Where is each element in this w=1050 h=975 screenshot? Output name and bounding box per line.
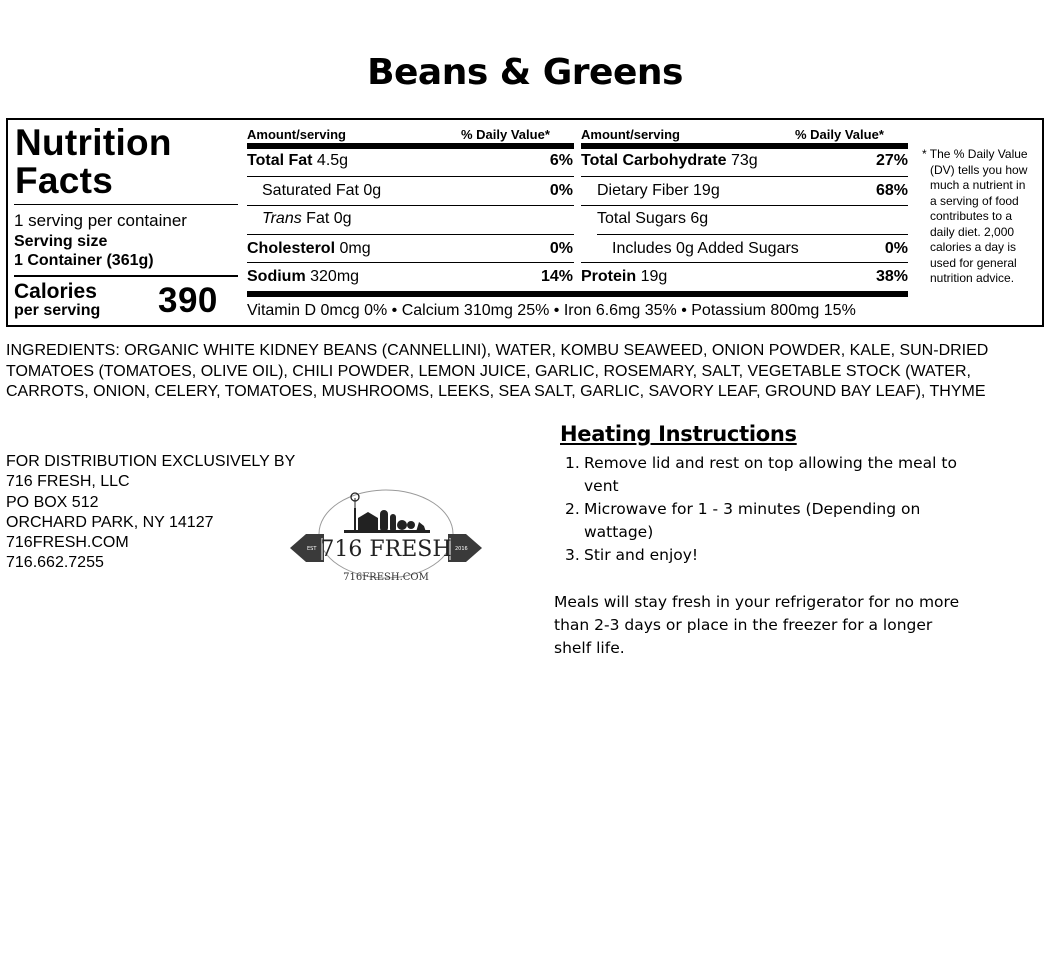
distribution-line: FOR DISTRIBUTION EXCLUSIVELY BY [6, 453, 296, 470]
serving-size-value: 1 Container (361g) [14, 252, 154, 269]
footnote-line: much a nutrient in [930, 178, 1026, 192]
nutrient-row-sodium: Sodium 320mg [247, 268, 360, 285]
divider [247, 205, 574, 206]
logo-url-text: 716FRESH.COM [343, 572, 429, 583]
ingredients-list: INGREDIENTS: ORGANIC WHITE KIDNEY BEANS (CANNELLINI), WATER, KOMBU SEAWEED, ONION POWDER, KALE, SUN-DRIED TOMATOES (TOMATOES, OLIVE OIL), CHILI POWDER, LEMON JUICE, GARLIC, ROSEMARY, SALT, VEGETABLE STOCK (WATER, CARROTS, ONION, CELERY, TOMATOES, MUSHROOMS, LEEKS, SEA SALT, GARLIC, SAVORY LEAF, GROUND BAY LEAF), THYME [6, 342, 989, 400]
daily-value-footnote [922, 147, 1042, 287]
divider [14, 204, 238, 205]
716-fresh-logo [288, 488, 484, 588]
divider [14, 275, 238, 277]
footnote-line: calories a day is [930, 240, 1017, 254]
serving-size-label: Serving size [14, 233, 108, 250]
divider [581, 262, 908, 263]
nutrient-pct-dietary-fiber: 68% [875, 182, 908, 199]
nutrition-heading-line1: Nutrition [15, 122, 172, 163]
distribution-info [6, 452, 295, 574]
footnote-line: used for general [930, 255, 1017, 270]
nutrient-pct-saturated-fat: 0% [549, 182, 573, 199]
footnote-line: a serving of food [930, 193, 1019, 208]
divider [581, 205, 908, 206]
nutrient-pct-sodium: 14% [540, 268, 573, 285]
nutrient-pct-protein: 38% [875, 268, 908, 285]
per-serving-label: per serving [14, 302, 101, 319]
divider [247, 262, 574, 263]
nutrient-row-added-sugars: Includes 0g Added Sugars [612, 240, 799, 257]
nutrient-pct-total-fat: 6% [549, 152, 573, 169]
nutrient-pct-added-sugars: 0% [884, 240, 908, 257]
divider [597, 234, 908, 235]
nutrient-row-protein: Protein 19g [581, 268, 668, 285]
step-number: 2. [565, 500, 580, 518]
storage-note: Meals will stay fresh in your refrigerator for no more than 2-3 days or place in the freezer for a longer shelf life. [554, 593, 960, 657]
calories-value: 390 [158, 281, 218, 320]
divider [247, 176, 574, 177]
nutrient-row-trans-fat: Trans Fat 0g [262, 210, 352, 227]
divider-thick [581, 143, 908, 149]
step-number: 3. [565, 546, 580, 564]
logo-year-text: 2016 [455, 546, 468, 552]
nutrient-row-cholesterol: Cholesterol 0mg [247, 240, 371, 257]
nutrient-row-dietary-fiber: Dietary Fiber 19g [597, 182, 720, 199]
footnote-line: daily diet. 2,000 [930, 224, 1015, 239]
heating-step [565, 498, 965, 544]
nutrient-pct-cholesterol: 0% [549, 240, 573, 257]
company-name: 716 FRESH, LLC [6, 473, 130, 491]
dv-header-right: % Daily Value* [795, 127, 884, 142]
calories-label: Calories [14, 280, 97, 303]
po-box: PO BOX 512 [6, 493, 99, 511]
footnote-line: (DV) tells you how [930, 162, 1028, 177]
footnote-line: * The % Daily Value [922, 147, 1028, 161]
amount-header-right: Amount/serving [581, 127, 680, 142]
city-state-zip: ORCHARD PARK, NY 14127 [6, 513, 214, 531]
nutrition-facts-panel [6, 118, 1044, 327]
nutrient-pct-total-carbohydrate: 27% [875, 152, 908, 169]
nutrition-heading-line2: Facts [15, 160, 114, 201]
footnote-line: nutrition advice. [930, 271, 1015, 285]
servings-per-container: 1 serving per container [14, 211, 187, 230]
amount-header-left: Amount/serving [247, 127, 346, 142]
logo-brand-text: 716 FRESH [320, 537, 452, 562]
product-title: Beans & Greens [367, 52, 683, 93]
footnote-line: contributes to a [930, 209, 1013, 223]
nutrient-row-total-fat: Total Fat 4.5g [247, 152, 349, 169]
vitamins-minerals-line: Vitamin D 0mcg 0% • Calcium 310mg 25% • Iron 6.6mg 35% • Potassium 800mg 15% [247, 302, 856, 319]
nutrient-row-total-sugars: Total Sugars 6g [597, 210, 709, 227]
website-text: 716FRESH.COM [6, 534, 129, 552]
divider-thick [247, 143, 574, 149]
step-text: Stir and enjoy! [584, 546, 699, 564]
dv-header-left: % Daily Value* [461, 127, 550, 142]
heating-step [565, 544, 965, 567]
phone-number: 716.662.7255 [6, 554, 104, 572]
logo-est-text: EST [307, 546, 317, 552]
step-text: Remove lid and rest on top allowing the meal to vent [584, 454, 957, 495]
nutrient-row-total-carbohydrate: Total Carbohydrate 73g [581, 152, 758, 169]
step-number: 1. [565, 454, 580, 472]
heating-step [565, 452, 965, 498]
divider-thick [247, 291, 908, 297]
divider [581, 176, 908, 177]
nutrition-facts-heading [15, 124, 172, 200]
nutrient-row-saturated-fat: Saturated Fat 0g [262, 182, 382, 199]
heating-steps-list [565, 452, 965, 567]
step-text: Microwave for 1 - 3 minutes (Depending on wattage) [584, 500, 921, 541]
divider [247, 234, 574, 235]
heating-instructions-title: Heating Instructions [560, 422, 797, 446]
